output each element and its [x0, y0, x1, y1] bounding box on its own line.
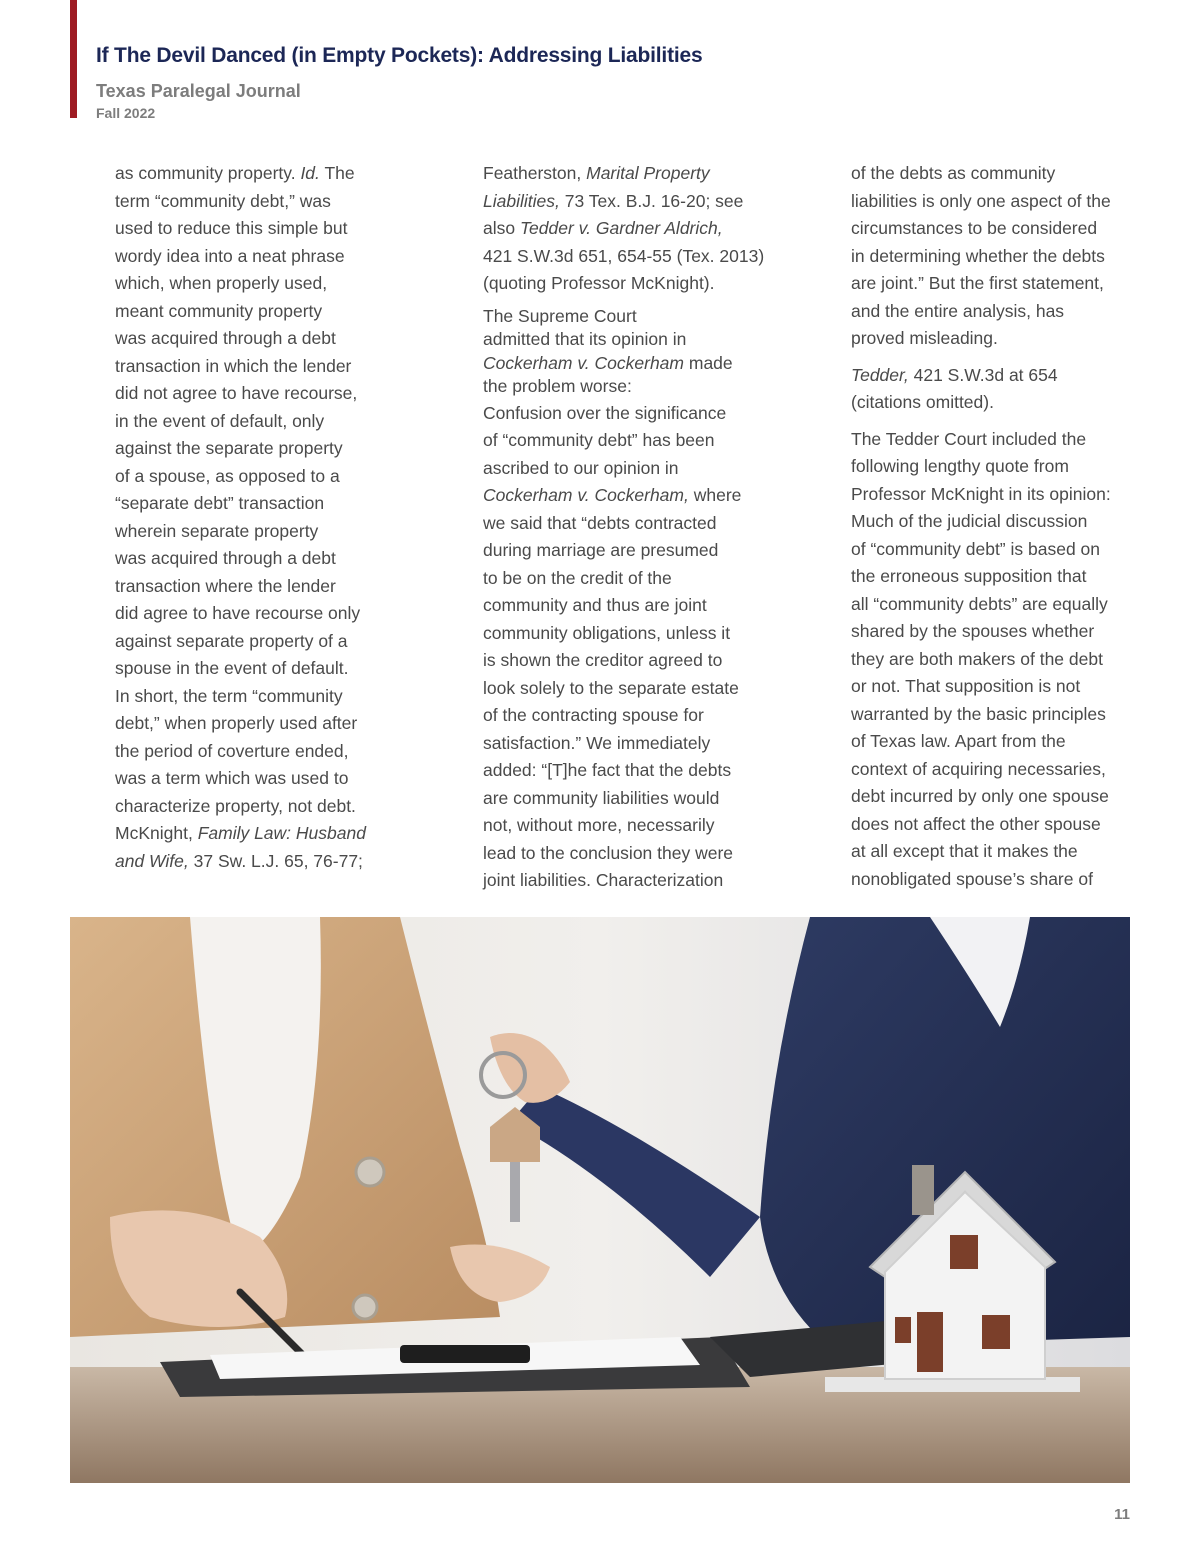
quote-line: added: “[T]he fact that the debts — [483, 760, 732, 780]
quote-line: Cockerham v. Cockerham, where — [483, 485, 742, 505]
citation-line: Tedder, 421 S.W.3d at 654 — [851, 364, 1058, 385]
quote-line: proved misleading. — [851, 328, 998, 348]
quote-line: they are both makers of the debt — [851, 648, 1103, 669]
citation-line: 421 S.W.3d 651, 654-55 (Tex. 2013) — [483, 245, 765, 266]
quote-line: ascribed to our opinion in — [483, 457, 679, 478]
paragraph — [483, 305, 773, 399]
article-title: If The Devil Danced (in Empty Pockets): Addressing Liabilities — [96, 44, 703, 67]
citation-line: and Wife, 37 Sw. L.J. 65, 76-77; — [115, 850, 363, 871]
quote-line: are community liabilities would — [483, 787, 720, 808]
quote-line: not, without more, necessarily — [483, 815, 715, 835]
text-line: meant community property — [115, 300, 323, 321]
key-blade — [510, 1162, 520, 1222]
quote-line: or not. That supposition is not — [851, 676, 1081, 696]
text-line: wordy idea into a neat phrase — [115, 245, 345, 266]
quote-line: of the contracting spouse for — [483, 705, 704, 725]
quote-line: at all except that it makes the — [851, 841, 1078, 861]
quote-line: all “community debts” are equally — [851, 593, 1108, 614]
quote-line: liabilities is only one aspect of the — [851, 190, 1111, 211]
citation-line: (citations omitted). — [851, 392, 994, 412]
text-line: was a term which was used to — [115, 768, 349, 788]
text-line: was acquired through a debt — [115, 328, 336, 348]
text-line: The Tedder Court included the — [851, 428, 1087, 449]
text-line: against separate property of a — [115, 630, 348, 651]
text-line: did not agree to have recourse, — [115, 383, 358, 403]
house-window — [950, 1235, 978, 1269]
quote-line: Confusion over the significance — [483, 402, 727, 423]
quote-line: community and thus are joint — [483, 595, 707, 615]
quote-line: joint liabilities. Characterization — [483, 870, 724, 890]
text-line: transaction where the lender — [115, 575, 336, 596]
text-line: used to reduce this simple but — [115, 218, 348, 238]
citation-line: (quoting Professor McKnight). — [483, 273, 715, 293]
header-accent-bar — [70, 0, 77, 118]
text-line: the period of coverture ended, — [115, 740, 349, 761]
quote-line: community obligations, unless it — [483, 622, 731, 643]
quote-line: Much of the judicial discussion — [851, 511, 1088, 531]
text-line: as community property. Id. The — [115, 163, 355, 183]
text-line: spouse in the event of default. — [115, 658, 349, 678]
blazer-button — [353, 1295, 377, 1319]
citation-line: also Tedder v. Gardner Aldrich, — [483, 218, 723, 238]
quote-line: and the entire analysis, has — [851, 300, 1065, 321]
text-line: term “community debt,” was — [115, 190, 331, 211]
text-line: against the separate property — [115, 438, 343, 458]
text-line: Cockerham v. Cockerham made — [483, 352, 733, 373]
text-line: the problem worse: — [483, 376, 632, 396]
text-column-1 — [115, 160, 395, 875]
quote-line: does not affect the other spouse — [851, 813, 1101, 834]
quote-line: warranted by the basic principles — [851, 703, 1106, 724]
quote-line: debt incurred by only one spouse — [851, 786, 1109, 806]
text-line: transaction in which the lender — [115, 355, 352, 376]
text-line: which, when properly used, — [115, 273, 328, 293]
house-window — [895, 1317, 911, 1343]
quote-line: are joint.” But the first statement, — [851, 273, 1104, 293]
quote-line: shared by the spouses whether — [851, 621, 1095, 641]
quote-line: satisfaction.” We immediately — [483, 732, 711, 753]
house-window — [982, 1315, 1010, 1349]
text-line: “separate debt” transaction — [115, 493, 325, 513]
citation-line: Featherston, Marital Property — [483, 163, 710, 183]
house-door — [917, 1312, 943, 1372]
text-line: admitted that its opinion in — [483, 329, 687, 349]
quote-line: context of acquiring necessaries, — [851, 758, 1106, 779]
text-line: wherein separate property — [115, 520, 319, 541]
journal-issue: Fall 2022 — [96, 105, 156, 121]
house-chimney — [912, 1165, 934, 1215]
text-line: was acquired through a debt — [115, 548, 336, 568]
clipboard-clip — [400, 1345, 530, 1363]
quote-line: of Texas law. Apart from the — [851, 731, 1066, 751]
text-line: In short, the term “community — [115, 685, 343, 706]
quote-line: look solely to the separate estate — [483, 677, 739, 698]
quote-line: of the debts as community — [851, 163, 1056, 183]
text-line: characterize property, not debt. — [115, 795, 356, 816]
page-number: 11 — [1114, 1506, 1130, 1523]
text-line: The Supreme Court — [483, 305, 637, 326]
block-quote — [483, 400, 773, 895]
quote-line: lead to the conclusion they were — [483, 842, 734, 863]
text-line: following lengthy quote from — [851, 456, 1069, 476]
text-line: debt,” when properly used after — [115, 713, 358, 733]
text-line: in the event of default, only — [115, 410, 325, 431]
quote-line: circumstances to be considered — [851, 218, 1098, 238]
text-line: did agree to have recourse only — [115, 603, 361, 623]
house-keys-photo — [70, 917, 1130, 1483]
quote-line: we said that “debts contracted — [483, 512, 717, 533]
journal-name: Texas Paralegal Journal — [96, 81, 301, 101]
text-column-2 — [483, 160, 773, 895]
citation-line: McKnight, Family Law: Husband — [115, 823, 366, 843]
quote-line: to be on the credit of the — [483, 567, 672, 588]
quote-line: the erroneous supposition that — [851, 566, 1087, 586]
quote-line: nonobligated spouse’s share of — [851, 868, 1093, 889]
quote-line: during marriage are presumed — [483, 540, 719, 560]
text-column-3 — [851, 160, 1151, 893]
quote-line: is shown the creditor agreed to — [483, 650, 723, 670]
citation-line: Liabilities, 73 Tex. B.J. 16-20; see — [483, 190, 744, 211]
text-line: of a spouse, as opposed to a — [115, 465, 340, 486]
quote-line: of “community debt” is based on — [851, 538, 1101, 559]
quote-line: of “community debt” has been — [483, 430, 715, 450]
quote-line: in determining whether the debts — [851, 245, 1105, 266]
text-line: Professor McKnight in its opinion: — [851, 483, 1111, 504]
blazer-button — [356, 1158, 384, 1186]
